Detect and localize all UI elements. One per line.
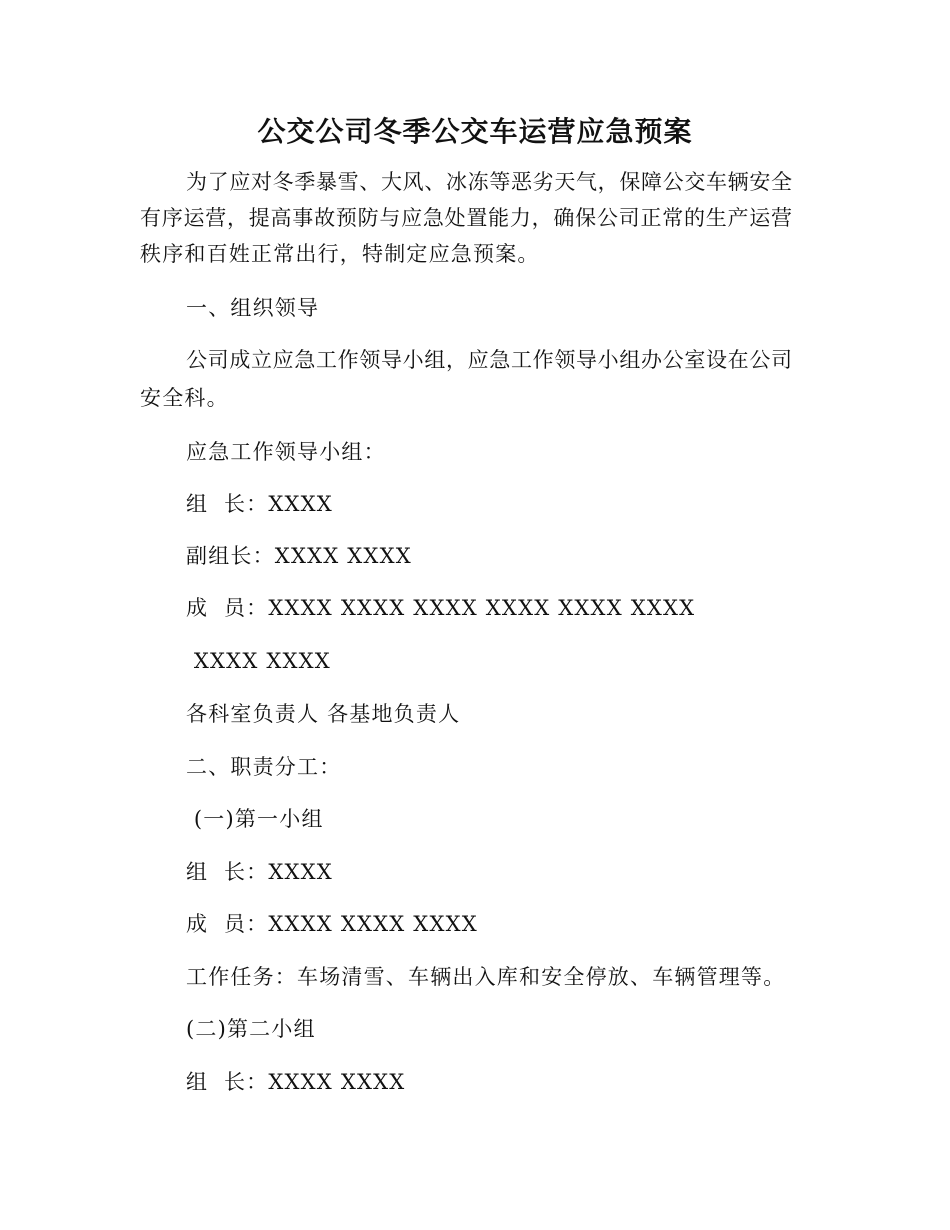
section1-para-line-1: 公司成立应急工作领导小组，应急工作领导小组办公室设在公司 [186, 348, 792, 372]
deputy-leader-line: 副组长：XXXX XXXX [186, 544, 412, 568]
members-extra-line: 各科室负责人 各基地负责人 [186, 702, 461, 726]
intro-line-2: 有序运营，提高事故预防与应急处置能力，确保公司正常的生产运营 [140, 206, 792, 230]
members-line: 成 员：XXXX XXXX XXXX XXXX XXXX XXXX [186, 596, 696, 620]
section2-heading: 二、职责分工： [186, 755, 342, 779]
group1-leader-line: 组 长：XXXX [186, 860, 333, 884]
group1-heading: (一)第一小组 [186, 807, 324, 831]
group2-leader-line: 组 长：XXXX XXXX [186, 1070, 406, 1094]
group1-task-line: 工作任务：车场清雪、车辆出入库和安全停放、车辆管理等。 [186, 965, 786, 989]
leader-line: 组 长：XXXX [186, 492, 333, 516]
group2-heading: (二)第二小组 [186, 1017, 316, 1041]
section1-heading: 一、组织领导 [186, 296, 320, 320]
group1-members-line: 成 员：XXXX XXXX XXXX [186, 912, 478, 936]
intro-line-3: 秩序和百姓正常出行，特制定应急预案。 [140, 242, 540, 266]
section1-para-line-2: 安全科。 [140, 386, 229, 410]
leader-group-label: 应急工作领导小组： [186, 440, 386, 464]
members-continuation-line: XXXX XXXX [186, 649, 331, 673]
document-title: 公交公司冬季公交车运营应急预案 [257, 115, 693, 148]
intro-line-1: 为了应对冬季暴雪、大风、冰冻等恶劣天气，保障公交车辆安全 [186, 170, 792, 194]
